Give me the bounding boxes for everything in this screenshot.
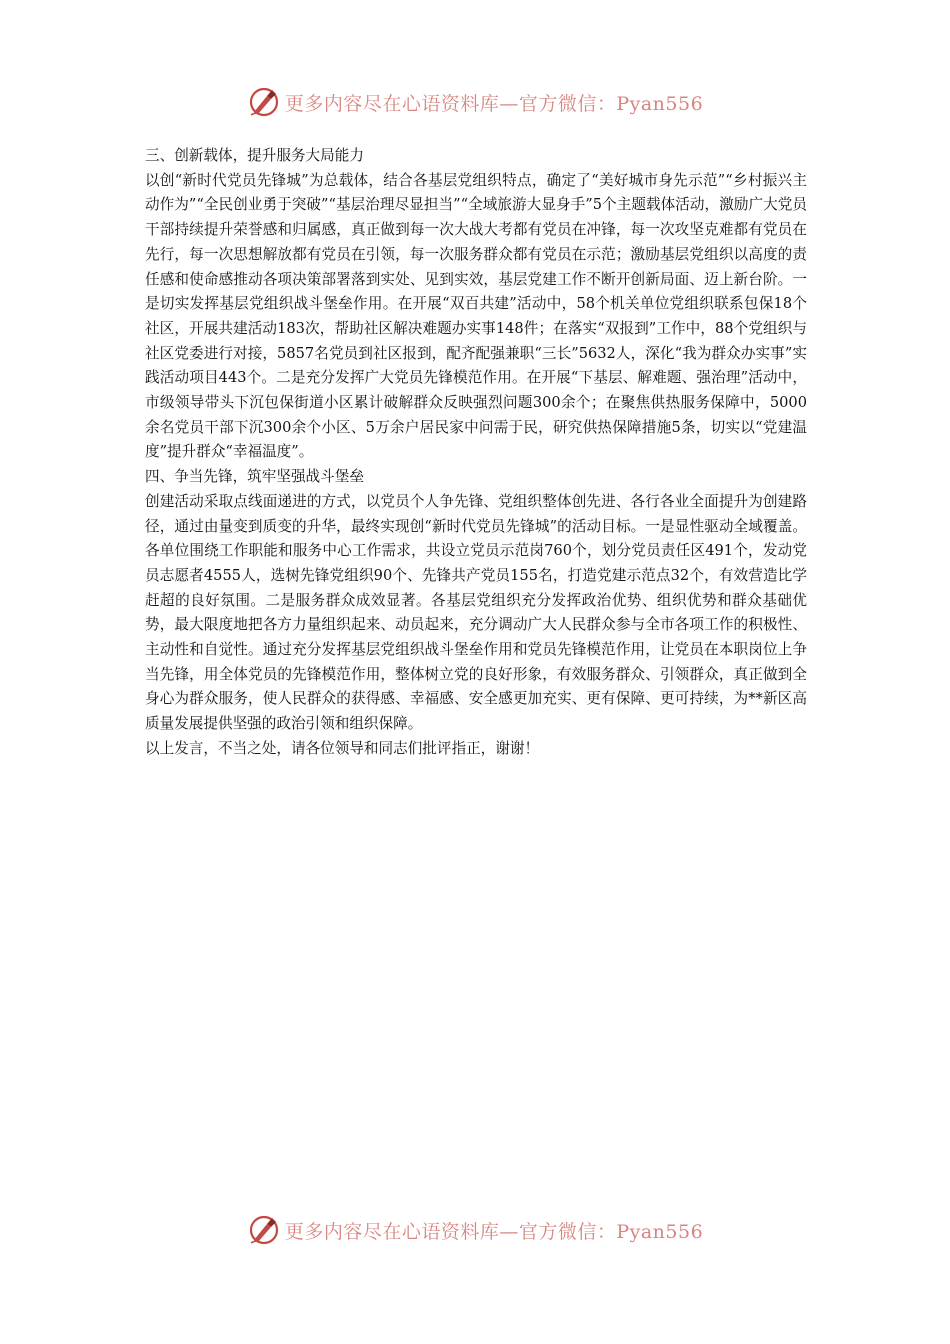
banner-text: 更多内容尽在心语资料库—官方微信：Pyan556	[284, 92, 704, 115]
footer-banner	[0, 1208, 950, 1252]
section-heading-4: 四、争当先锋，筑牢坚强战斗堡垒	[145, 468, 364, 486]
pen-logo-icon	[247, 1213, 281, 1247]
header-banner	[0, 80, 950, 124]
banner-text: 更多内容尽在心语资料库—官方微信：Pyan556	[284, 1220, 704, 1243]
section-paragraph-3: 以创“新时代党员先锋城”为总载体，结合各基层党组织特点，确定了“美好城市身先示范”“乡村振兴主动作为”“全民创业勇于突破”“基层治理尽显担当”“全域旅游大显身手”5个主题载体活动，激励广大党员干部持续提升荣誉感和归属感，真正做到每一次大战大考都有党员在冲锋，每一次攻坚克难都有党员在先行，每一次思想解放都有党员在引领，每一次服务群众都有党员在示范；激励基层党组织以高度的责任感和使命感推动各项决策部署落到实处、见到实效，基层党建工作不断开创新局面、迈上新台阶。一是切实发挥基层党组织战斗堡垒作用。在开展“双百共建”活动中，58个机关单位党组织联系包保18个社区，开展共建活动183次，帮助社区解决难题办实事148件；在落实“双报到”工作中，88个党组织与社区党委进行对接，5857名党员到社区报到，配齐配强兼职“三长”5632人，深化“我为群众办实事”实践活动项目443个。二是充分发挥广大党员先锋模范作用。在开展“下基层、解难题、强治理”活动中，市级领导带头下沉包保街道小区累计破解群众反映强烈问题300余个；在聚焦供热服务保障中，5000余名党员干部下沉300余个小区、5万余户居民家中问需于民，研究供热保障措施5条，切实以“党建温度”提升群众“幸福温度”。	[145, 171, 807, 461]
document-body	[145, 144, 807, 762]
pen-logo-icon	[247, 85, 281, 119]
closing-remark: 以上发言，不当之处，请各位领导和同志们批评指正，谢谢！	[145, 739, 540, 757]
section-heading-3: 三、创新载体，提升服务大局能力	[145, 147, 364, 164]
section-paragraph-4: 创建活动采取点线面递进的方式，以党员个人争先锋、党组织整体创先进、各行各业全面提升为创建路径，通过由量变到质变的升华，最终实现创“新时代党员先锋城”的活动目标。一是显性驱动全域覆盖。各单位围绕工作职能和服务中心工作需求，共设立党员示范岗760个，划分党员责任区491个，发动党员志愿者4555人，选树先锋党组织90个、先锋共产党员155名，打造党建示范点32个，有效营造比学赶超的良好氛围。二是服务群众成效显著。各基层党组织充分发挥政治优势、组织优势和群众基础优势，最大限度地把各方力量组织起来、动员起来，充分调动广大人民群众参与全市各项工作的积极性、主动性和自觉性。通过充分发挥基层党组织战斗堡垒作用和党员先锋模范作用，让党员在本职岗位上争当先锋，用全体党员的先锋模范作用，整体树立党的良好形象，有效服务群众、引领群众，真正做到全身心为群众服务，使人民群众的获得感、幸福感、安全感更加充实、更有保障、更可持续，为**新区高质量发展提供坚强的政治引领和组织保障。	[145, 492, 807, 733]
